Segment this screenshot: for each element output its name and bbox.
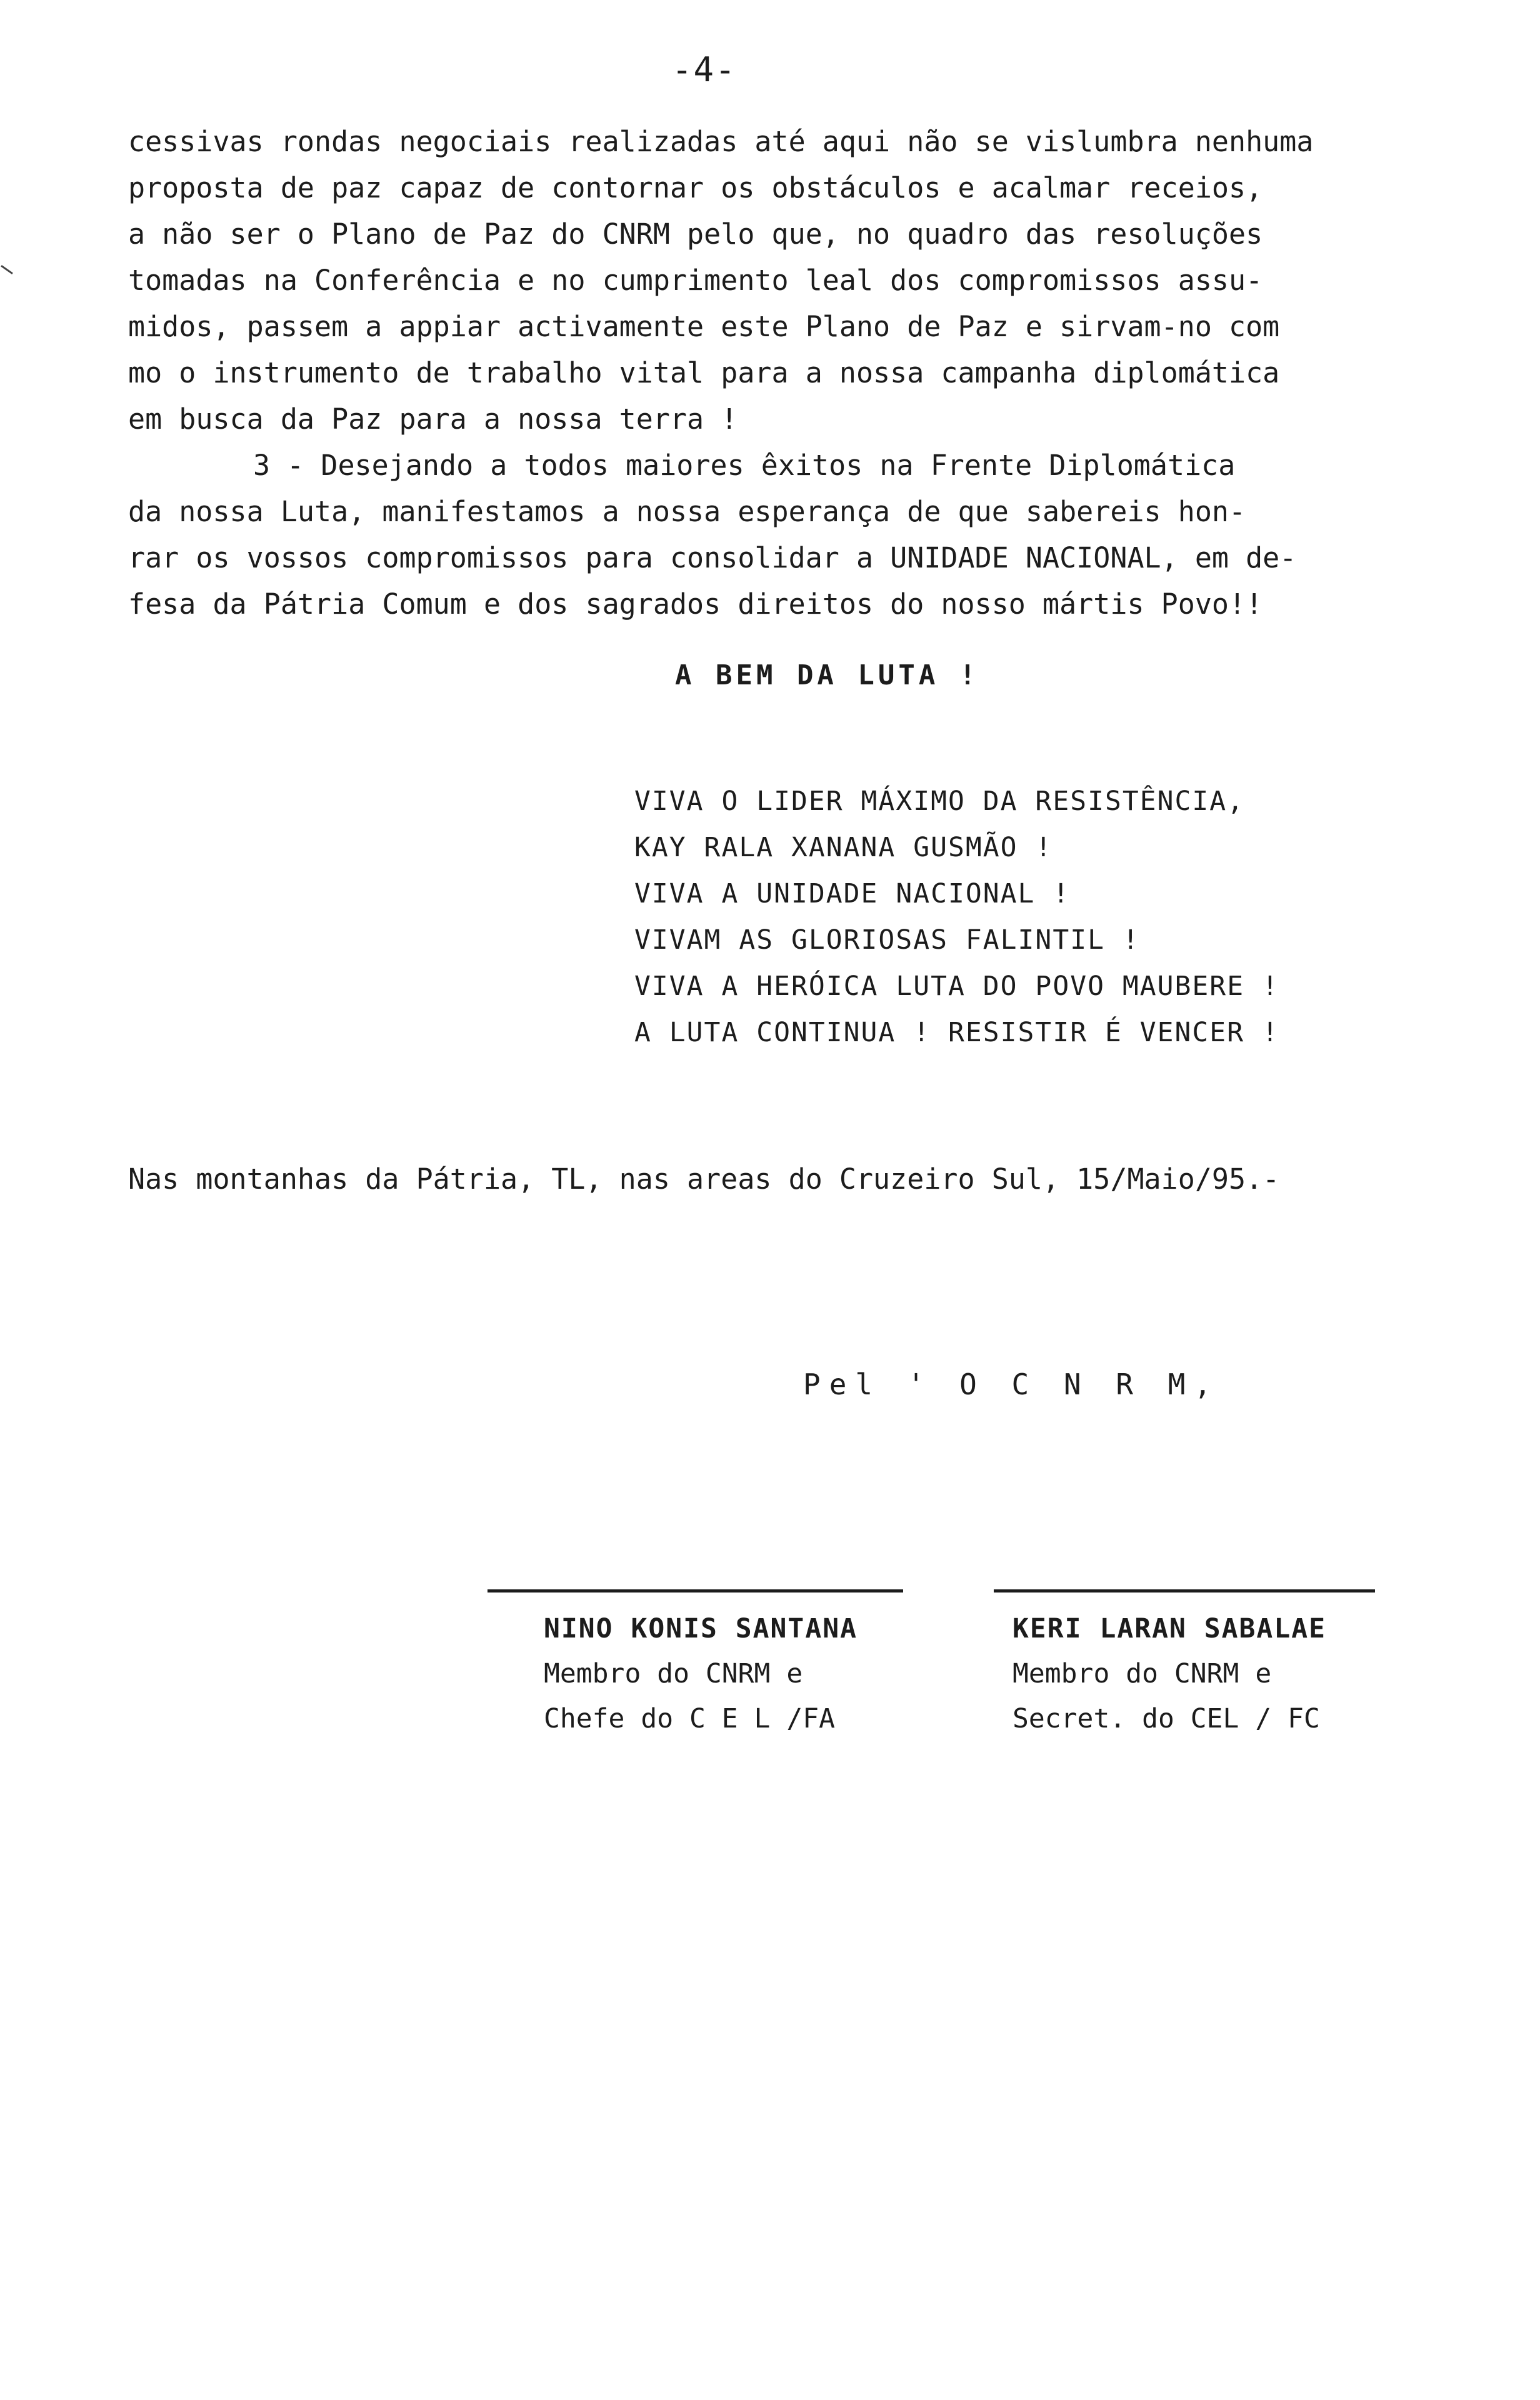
margin-mark <box>1 265 13 274</box>
slogan-line: VIVAM AS GLORIOSAS FALINTIL ! <box>634 924 1140 956</box>
signatory-left <box>544 1606 858 1741</box>
slogan-line: VIVA A UNIDADE NACIONAL ! <box>634 878 1071 909</box>
body-line: 3 - Desejando a todos maiores êxitos na Frente Diplomática <box>253 449 1236 482</box>
slogan-list <box>634 778 1279 1056</box>
body-line: da nossa Luta, manifestamos a nossa esperança de que sabereis hon- <box>128 495 1246 528</box>
slogan-line: KAY RALA XANANA GUSMÃO ! <box>634 832 1053 863</box>
slogan-line: VIVA O LIDER MÁXIMO DA RESISTÊNCIA, <box>634 786 1245 817</box>
signatory-role: Membro do CNRM e <box>544 1658 803 1689</box>
slogan-line: A LUTA CONTINUA ! RESISTIR É VENCER ! <box>634 1017 1279 1048</box>
place-and-date: Nas montanhas da Pátria, TL, nas areas do Cruzeiro Sul, 15/Maio/95.- <box>128 1162 1280 1196</box>
signature-line-left <box>488 1589 903 1592</box>
signatory-title: Chefe do C E L /FA <box>544 1703 835 1734</box>
signatory-title: Secret. do CEL / FC <box>1012 1703 1320 1734</box>
body-line: cessivas rondas negociais realizadas até aqui não se vislumbra nenhuma <box>128 125 1314 158</box>
signature-line-right <box>994 1589 1375 1592</box>
slogan-heading: A BEM DA LUTA ! <box>675 659 980 691</box>
body-line: tomadas na Conferência e no cumprimento leal dos compromissos assu- <box>128 264 1263 297</box>
signatory-right <box>1012 1606 1326 1741</box>
body-line: em busca da Paz para a nossa terra ! <box>128 402 738 436</box>
signatory-name: NINO KONIS SANTANA <box>544 1613 858 1644</box>
signatory-name: KERI LARAN SABALAE <box>1012 1613 1326 1644</box>
body-line: midos, passem a appiar activamente este Plano de Paz e sirvam-no com <box>128 310 1280 343</box>
body-line: proposta de paz capaz de contornar os obstáculos e acalmar receios, <box>128 171 1263 204</box>
body-text <box>128 119 1472 628</box>
body-line: rar os vossos compromissos para consolidar a UNIDADE NACIONAL, em de- <box>128 541 1297 574</box>
signoff: Pel ' O C N R M, <box>803 1368 1221 1401</box>
body-line: mo o instrumento de trabalho vital para a nossa campanha diplomática <box>128 356 1280 389</box>
slogan-line: VIVA A HERÓICA LUTA DO POVO MAUBERE ! <box>634 971 1279 1002</box>
page-number: -4- <box>672 50 737 89</box>
signatory-role: Membro do CNRM e <box>1012 1658 1272 1689</box>
body-line: a não ser o Plano de Paz do CNRM pelo que, no quadro das resoluções <box>128 218 1263 251</box>
body-line: fesa da Pátria Comum e dos sagrados direitos do nosso mártis Povo!! <box>128 588 1263 621</box>
